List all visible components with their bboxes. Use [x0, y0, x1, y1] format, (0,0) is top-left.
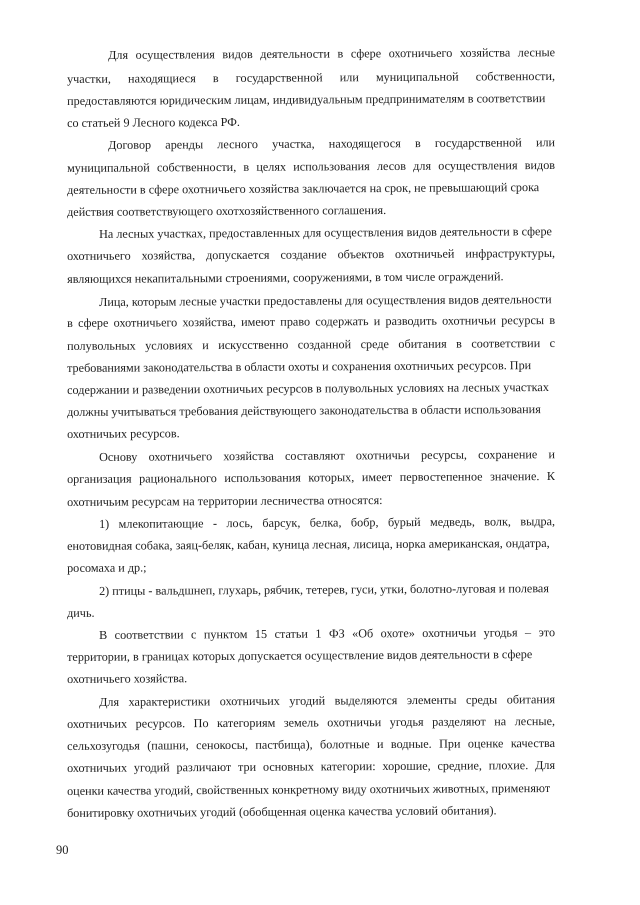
text-line: действия соответствующего охотхозяйственного соглашения. [67, 203, 387, 219]
text-line: Для характеристики охотничьих угодий выделяются элементы среды обитания [99, 692, 556, 709]
text-line: содержании и разведении охотничьих ресурсов в полувольных условиях на лесных участках [67, 380, 549, 397]
text-line: росомаха и др.; [67, 560, 147, 575]
text-line: Лица, которым лесные участки предоставлены для осуществления видов деятельности [99, 292, 552, 309]
text-line: сельхозугодья (пашни, сенокосы, пастбища), болотные и водные. При оценке качества [67, 735, 556, 753]
text-line: территории, в границах которых допускается осуществление видов деятельности в сфере [67, 647, 533, 664]
text-line: в сфере охотничьего хозяйства, имеют право содержать и разводить охотничьи ресурсы в [67, 312, 556, 330]
text-line: охотничьих ресурсов. [67, 426, 180, 441]
text-line: муниципальной собственности, в целях использования лесов для осуществления видов [67, 157, 556, 175]
text-line: должны учитываться требования действующего законодательства в области использования [67, 402, 541, 419]
text-line: участки, находящиеся в государственной или муниципальной собственности, [67, 68, 556, 86]
text-line: организация рационального использования которых, имеет первостепенное значение. К [67, 468, 556, 486]
text-line: бонитировку охотничьих угодий (обобщенная оценка качества условий обитания). [67, 803, 497, 820]
text-line: На лесных участках, предоставленных для осуществления видов деятельности в сфере [99, 224, 552, 241]
text-line: охотничьих угодий различают три основных категории: хорошие, средние, плохие. Для [67, 757, 556, 775]
text-line: со статьей 9 Лесного кодекса РФ. [67, 114, 240, 130]
text-line: являющихся некапитальными строениями, сооружениями, в том числе ограждений. [67, 269, 504, 286]
text-line: енотовидная собака, заяц-беляк, кабан, куница лесная, лисица, норка американская, ондатра, [67, 536, 550, 553]
text-line: В соответствии с пунктом 15 статьи 1 ФЗ «Об охоте» охотничьи угодья – это [99, 625, 556, 642]
page-number: 90 [56, 843, 69, 857]
text-line: Основу охотничьего хозяйства составляют охотничьи ресурсы, сохранение и [99, 447, 556, 464]
text-line: оценки качества угодий, свойственных конкретному виду охотничьих животных, применяют [67, 781, 551, 798]
text-line: охотничьих ресурсов. По категориям земель охотничьи угодья разделяют на лесные, [67, 713, 556, 731]
text-line: Для осуществления видов деятельности в сфере охотничьего хозяйства лесные [108, 45, 556, 62]
text-line: требованиями законодательства в области охоты и сохранения охотничьих ресурсов. При [67, 358, 532, 375]
text-line: дичь. [67, 605, 95, 620]
text-line: предоставляются юридическим лицам, индивидуальным предпринимателям в соответствии [67, 91, 546, 108]
text-line: охотничьего хозяйства. [67, 671, 188, 686]
text-line: Договор аренды лесного участка, находящегося в государственной или [108, 135, 556, 152]
text-line: полувольных условиях и искусственно созданной среде обитания в соответствии с [67, 335, 556, 353]
text-line: охотничьего хозяйства, допускается создание объектов охотничьей инфраструктуры, [67, 245, 556, 263]
text-line: 2) птицы - вальдшнеп, глухарь, рябчик, тетерев, гуси, утки, болотно-луговая и полевая [99, 581, 549, 598]
text-line: охотничьим ресурсам на территории лесничества относятся: [67, 493, 383, 509]
text-line: 1) млекопитающие - лось, барсук, белка, бобр, бурый медведь, волк, выдра, [99, 514, 556, 531]
text-line: деятельности в сфере охотничьего хозяйства заключается на срок, не превышающий срока [67, 180, 540, 197]
